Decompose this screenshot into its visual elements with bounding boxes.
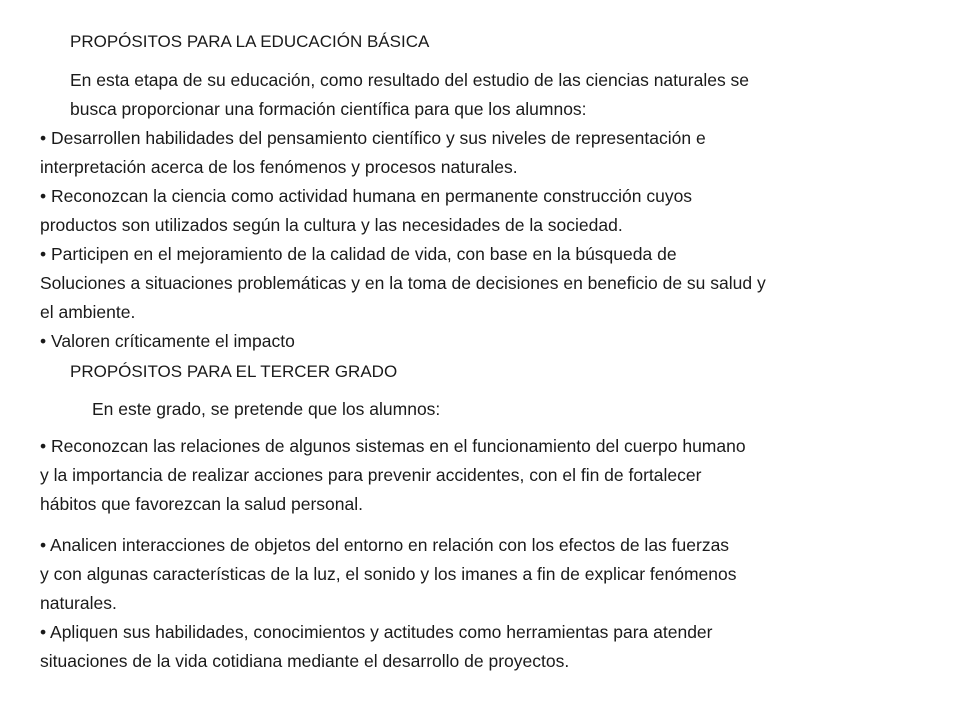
intro-line: En este grado, se pretende que los alumnos: [92, 399, 441, 419]
list-item-line: el ambiente. [40, 302, 136, 322]
list-item-line: • Reconozcan la ciencia como actividad humana en permanente construcción cuyos [40, 186, 693, 206]
purposes-list-third-a [40, 432, 746, 519]
list-item-line: interpretación acerca de los fenómenos y procesos naturales. [40, 157, 518, 177]
intro-paragraph [70, 66, 749, 124]
list-item-line: • Analicen interacciones de objetos del entorno en relación con los efectos de las fuerzas [40, 535, 730, 555]
list-item-line: y la importancia de realizar acciones para prevenir accidentes, con el fin de fortalecer [40, 465, 702, 485]
list-item-line: productos son utilizados según la cultura y las necesidades de la sociedad. [40, 215, 623, 235]
purposes-list-basic [40, 124, 766, 356]
purposes-list-third-b [40, 531, 736, 676]
intro-paragraph-tercer-grado [92, 395, 440, 424]
list-item-line: hábitos que favorezcan la salud personal. [40, 494, 363, 514]
list-item-line: • Reconozcan las relaciones de algunos sistemas en el funcionamiento del cuerpo humano [40, 436, 746, 456]
list-item-line: y con algunas características de la luz, el sonido y los imanes a fin de explicar fenómenos [40, 564, 737, 584]
title-text: PROPÓSITOS PARA EL TERCER GRADO [70, 362, 398, 381]
list-item-line: Soluciones a situaciones problemáticas y en la toma de decisiones en beneficio de su salud y [40, 273, 766, 293]
intro-line: En esta etapa de su educación, como resultado del estudio de las ciencias naturales se [70, 70, 750, 90]
list-item-line: • Participen en el mejoramiento de la calidad de vida, con base en la búsqueda de [40, 244, 677, 264]
section-title-tercer-grado [70, 357, 397, 386]
list-item-line: situaciones de la vida cotidiana mediante el desarrollo de proyectos. [40, 651, 570, 671]
list-item-line: naturales. [40, 593, 117, 613]
section-title-educacion-basica [70, 27, 429, 56]
list-item-line: • Apliquen sus habilidades, conocimientos y actitudes como herramientas para atender [40, 622, 713, 642]
intro-line: busca proporcionar una formación científica para que los alumnos: [70, 99, 587, 119]
list-item-line: • Valoren críticamente el impacto [40, 331, 295, 351]
title-text: PROPÓSITOS PARA LA EDUCACIÓN BÁSICA [70, 32, 430, 51]
list-item-line: • Desarrollen habilidades del pensamiento científico y sus niveles de representación e [40, 128, 706, 148]
